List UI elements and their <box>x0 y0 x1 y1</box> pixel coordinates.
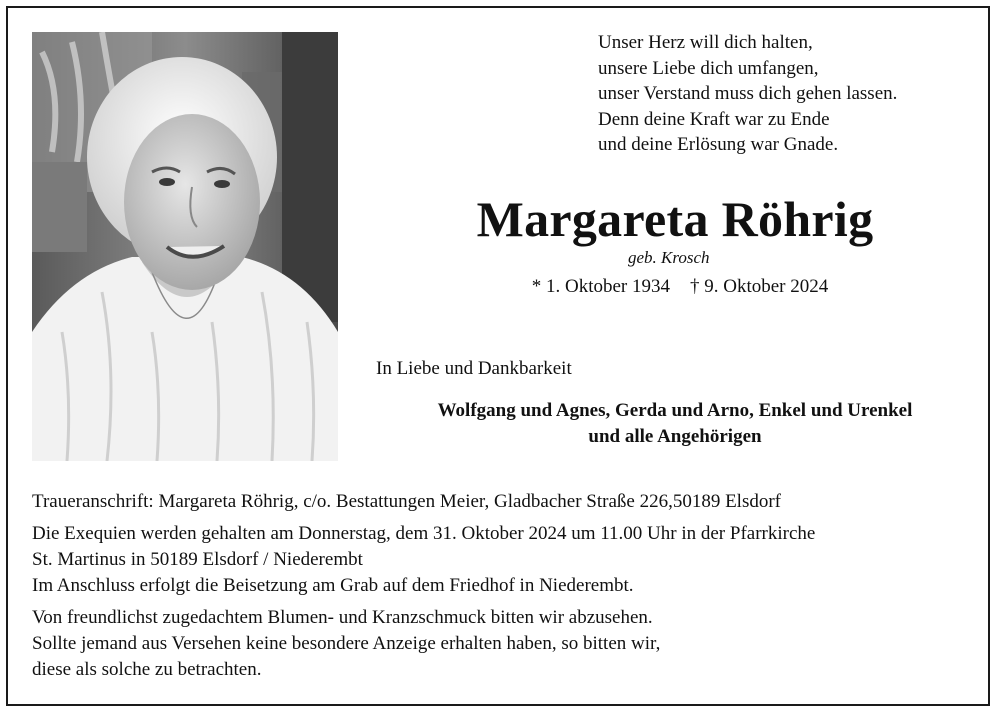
poem-line: Denn deine Kraft war zu Ende <box>598 108 830 130</box>
life-dates <box>380 276 980 298</box>
mourning-address: Traueranschrift: Margareta Röhrig, c/o. Bestattungen Meier, Gladbacher Straße 226,50189 Elsdorf <box>32 491 782 512</box>
mourners-intro: In Liebe und Dankbarkeit <box>376 358 572 379</box>
poem-line: unsere Liebe dich umfangen, <box>598 57 819 79</box>
mourners-list <box>380 398 970 450</box>
notice-note: Sollte jemand aus Versehen keine besondere Anzeige erhalten haben, so bitten wir, <box>32 633 661 654</box>
poem-line: Unser Herz will dich halten, <box>598 32 813 53</box>
portrait-photo <box>32 32 338 461</box>
deceased-name: Margareta Röhrig <box>476 191 874 247</box>
birth-date: * 1. Oktober 1934 <box>531 276 670 297</box>
poem-line: unser Verstand muss dich gehen lassen. <box>598 83 898 104</box>
mourners-line: und alle Angehörigen <box>588 426 762 447</box>
service-info: Die Exequien werden gehalten am Donnerstag, dem 31. Oktober 2024 um 11.00 Uhr in der Pfarrkirche <box>32 523 816 544</box>
poem-line: und deine Erlösung war Gnade. <box>598 134 839 155</box>
memorial-poem <box>598 30 897 158</box>
flowers-note: Von freundlichst zugedachtem Blumen- und Kranzschmuck bitten wir abzusehen. <box>32 607 653 628</box>
burial-info: Im Anschluss erfolgt die Beisetzung am Grab auf dem Friedhof in Niederembt. <box>32 575 634 596</box>
notice-note: diese als solche zu betrachten. <box>32 659 262 680</box>
mourners-line: Wolfgang und Agnes, Gerda und Arno, Enkel und Urenkel <box>437 400 913 421</box>
death-date: † 9. Oktober 2024 <box>690 276 829 297</box>
birth-name: geb. Krosch <box>628 248 710 267</box>
funeral-details <box>32 489 815 683</box>
service-info: St. Martinus in 50189 Elsdorf / Niederembt <box>32 549 363 570</box>
